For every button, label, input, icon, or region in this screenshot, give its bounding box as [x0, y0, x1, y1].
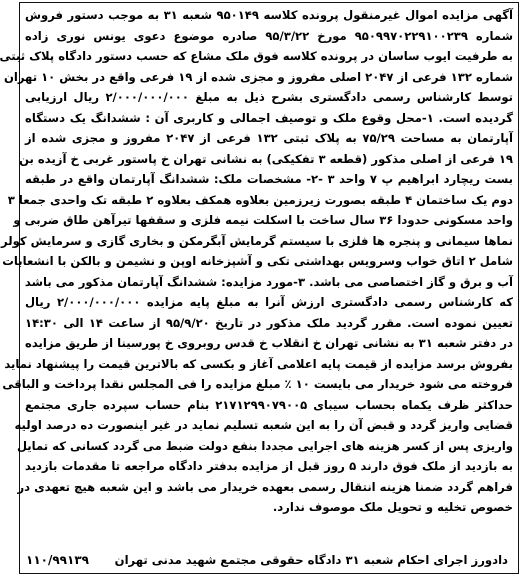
notice-line: واحد مسکونی حدودا ۳۶ سال ساخت با اسکلت نیمه فلزی و سقفها تیرآهن طاق ضربی و: [13, 213, 513, 227]
notice-line: آگهی مزایده اموال غیرمنقول پرونده کلاسه ۹۵۰۱۴۹ شعبه ۳۱ به موجب دستور فروش: [25, 8, 513, 22]
notice-line: آب و برق و گاز اختصاصی می باشد. ۳-مورد مزایده: ششدانگ آپارتمان مذکور می باشد: [24, 274, 513, 289]
reference-code: ۱۱۰/۹۹۱۳۹: [26, 552, 89, 567]
notice-line: واریزی پس از کسر هزینه های اجرایی مجددا بنفع دولت ضبط می گردد کسانی که تمایل: [16, 438, 513, 453]
notice-line: به بازدید از ملک فوق دارند ۵ روز قبل از مزایده بدفتر دادگاه مراجعه تا مقدمات بازدید: [25, 459, 513, 473]
notice-line: بست ریچارد ابراهیم پ ۷ واحد ۳ -۲- مشخصات ملک: ششدانگ آپارتمان واقع در طبقه: [25, 172, 513, 186]
notice-line: قضایی واریز گردد و قبض آن را به این شعبه تسلیم نماید در غیر اینصورت ده درصد اولیه: [14, 418, 513, 432]
issuer-signature: دادورز اجرای احکام شعبه ۳۱ دادگاه حقوقی مجتمع شهید مدنی تهران: [114, 552, 508, 567]
auction-notice: [0, 2, 519, 574]
notice-line: حداکثر ظرف یکماه بحساب سیبای ۲۱۷۱۲۹۹۰۷۹۰۰۵ بنام حساب سپرده جاری مجتمع: [25, 397, 513, 412]
notice-line: دوم یک ساختمان ۴ طبقه بصورت زیرزمین بعلاوه همکف بعلاوه ۲ طبقه تک واحدی جمعا ۳: [7, 192, 513, 207]
notice-line: در دفتر شعبه ۳۱ به نشانی تهران خ انقلاب خ قدس روبروی خ پورسینا از طریق مزایده: [25, 336, 513, 350]
notice-line: شامل ۲ اتاق خواب وسرویس بهداشتی تکی و آشپزخانه اوپن و نشیمن و بالکن با انشعابات: [2, 254, 513, 268]
notice-line: گردیده است. ۱-محل وقوع ملک و توصیف اجمالی و کاربری آن : ششدانگ یک دستگاه: [25, 110, 513, 125]
notice-line: که کارشناس رسمی دادگستری ارزش آنرا به مبلغ پایه مزایده ۲/۰۰۰/۰۰۰/۰۰۰ ریال: [25, 295, 513, 309]
notice-line: شماره ۱۳۲ فرعی از ۲۰۴۷ اصلی مفروز و مجزی شده از ۱۹ فرعی واقع در بخش ۱۰ تهران: [3, 69, 513, 84]
notice-line: شماره ۹۵۰۹۹۷۰۲۲۹۱۰۰۲۳۹ مورخ ۹۵/۳/۲۲ صادره موضوع دعوی یونس نوری زاده: [25, 28, 513, 43]
notice-line: فراهم گردد ضمنا هزینه انتقال رسمی بعهده خریدار می باشد و این شعبه هیچ تعهدی در: [17, 479, 513, 494]
notice-line: فروخته می شود خریدار می بایست ۱۰ ٪ مبلغ مزایده را فی المجلس نقدا پرداخت و الباقی: [2, 377, 513, 391]
notice-line: نماها سیمانی و پنجره ها فلزی با سیستم گرمایش آبگرمکن و بخاری گازی و سرمایش کولر: [1, 233, 513, 248]
notice-line: توسط کارشناس رسمی دادگستری بشرح ذیل به مبلغ ۲/۰۰۰/۰۰۰/۰۰۰ ریال ارزیابی: [25, 90, 513, 104]
notice-footer: [26, 549, 508, 571]
notice-line: ۱۹ فرعی از اصلی مذکور (قطعه ۳ تفکیکی) به نشانی تهران خ پاستور غربی خ آزیده بن: [19, 151, 513, 166]
notice-line: به طرفیت ایوب ساسان در پرونده کلاسه فوق ملک مشاع که حسب دستور دادگاه پلاک ثبتی: [0, 49, 513, 63]
notice-line: آپارتمان به مساحت ۷۵/۲۹ به پلاک ثبتی ۱۳۲ فرعی از ۲۰۴۷ مفروز و مجزی شده از: [25, 131, 514, 145]
notice-line: بفروش برسد مزایده از قیمت پایه اعلامی آغاز و بکسی که بالاترین قیمت را پیشنهاد نماید: [4, 356, 513, 371]
notice-line: تعیین نموده است. مقرر گردید ملک مذکور در تاریخ ۹۵/۹/۲۰ از ساعت ۱۴ الی ۱۴:۳۰: [25, 315, 513, 330]
notice-line: خصوص تخلیه و تحویل ملک موصوف ندارد.: [272, 500, 513, 514]
